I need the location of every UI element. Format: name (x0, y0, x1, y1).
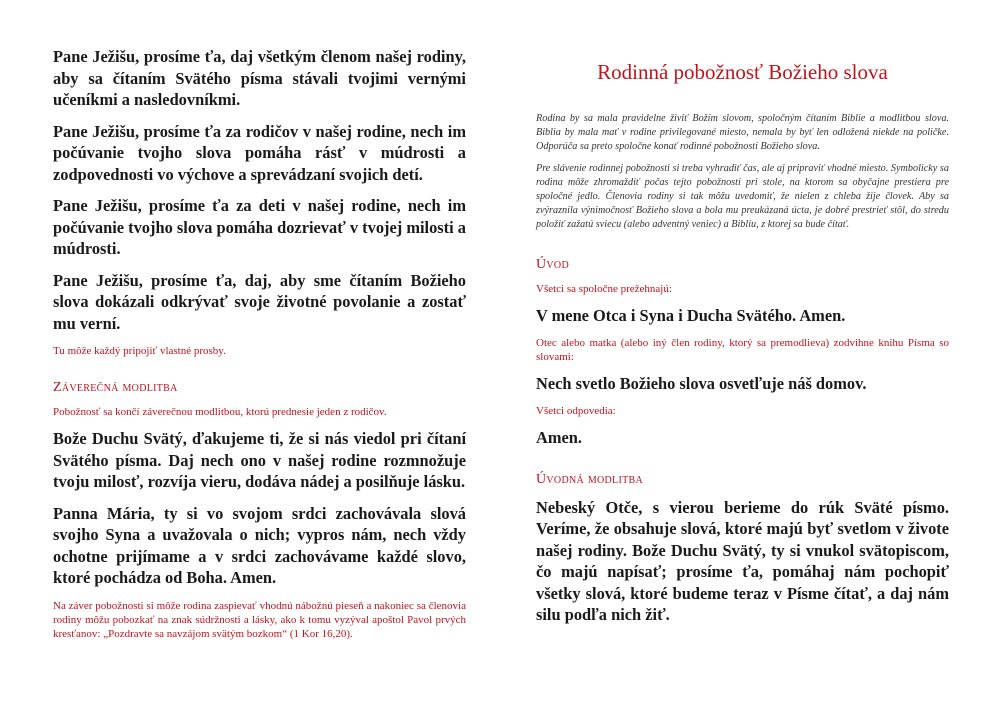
closing-prayer-mary: Panna Mária, ty si vo svojom srdci zachovávala slová svojho Syna a uvažovala o nich; vypros nám, nech vždy ochotne prijímame a v srdci zachovávame každé slovo, ktoré pochádza od Boha. Amen. (53, 503, 466, 587)
opening-prayer: Nebeský Otče, s vierou berieme do rúk Sväté písmo. Veríme, že obsahuje slová, ktoré majú byť svetlom v živote našej rodiny. Bože Duchu Svätý, ty si vnukol svätopiscom, čo majú napísať; prosíme ťa, pomáhaj nám pochopiť všetky slová, ktoré budeme teraz v Písme čítať, a daj nám silu podľa nich žiť. (536, 497, 949, 625)
closing-rubric: Pobožnosť sa končí záverečnou modlitbou, ktorú prednesie jeden z rodičov. (53, 406, 387, 418)
intro-paragraph-1: Rodina by sa mala pravidelne živiť Božím slovom, spoločným čítaním Biblie a modlitbou slova. Biblia by mala mať v rodine privilegované miesto, nemala by byť len odložená niekde na poličke. Odporúča sa preto spoločne konať rodinné pobožnosti Božieho slova. (536, 113, 949, 153)
page-title: Rodinná pobožnosť Božieho slova (597, 60, 888, 84)
petition-parents: Pane Ježišu, prosíme ťa za rodičov v našej rodine, nech im počúvanie tvojho slova pomáha rásť v múdrosti a zodpovednosti vo výchove a sprevádzaní svojich detí. (53, 121, 466, 184)
right-page (500, 0, 1000, 707)
final-rubric: Na záver pobožnosti si môže rodina zaspievať vhodnú nábožnú pieseň a nakoniec sa členovia rodiny môžu pobozkať na znak súdržnosti a lásky, ako k tomu vyzýval apoštol Pavol prvých kresťanov: „Pozdravte sa navzájom svätým bozkom“ (1 Kor 16,20). (53, 599, 466, 640)
uvod-rubric-raise-book: Otec alebo matka (alebo iný člen rodiny, ktorý sa premodlieva) zodvihne knihu Písma so slovami: (536, 336, 949, 363)
uvod-rubric-all-respond: Všetci odpovedia: (536, 404, 616, 417)
intro-paragraph-2: Pre slávenie rodinnej pobožnosti si treba vyhradiť čas, ale aj pripraviť vhodné miesto. Symbolicky sa rodina môže zhromaždiť počas tejto pobožnosti pri stole, na ktorom sa obyčajne prestiera pre spoločné jedlo. Členovia rodiny si tak môžu uvedomiť, že nielen z chleba žije človek. Aby sa zvýraznila výnimočnosť Božieho slova a bola mu preukázaná úcta, je dobré prestrieť stôl, do stredu položiť zažatú sviecu (alebo adventný veniec) a Bibliu, z ktorej sa bude čítať. (536, 162, 949, 231)
uvod-heading: Úvod (536, 256, 569, 272)
uvod-rubric-sign-of-cross: Všetci sa spoločne prežehnajú: (536, 282, 672, 295)
uvod-amen: Amen. (536, 427, 582, 447)
opening-prayer-heading: Úvodná modlitba (536, 471, 643, 487)
closing-prayer-heading: Záverečná modlitba (53, 380, 178, 395)
uvod-light-of-word: Nech svetlo Božieho slova osvetľuje náš domov. (536, 373, 867, 393)
petition-children: Pane Ježišu, prosíme ťa za deti v našej rodine, nech im počúvanie tvojho slova pomáha dozrievať v tvojej milosti a múdrosti. (53, 196, 466, 258)
rubric-own-petitions: Tu môže každý pripojiť vlastné prosby. (53, 345, 226, 357)
uvod-sign-of-cross: V mene Otca i Syna i Ducha Svätého. Amen. (536, 305, 846, 325)
petition-vocation: Pane Ježišu, prosíme ťa, daj, aby sme čítaním Božieho slova dokázali odkrývať svoje životné povolanie a zostať mu verní. (53, 270, 466, 333)
petition-members: Pane Ježišu, prosíme ťa, daj všetkým členom našej rodiny, aby sa čítaním Svätého písma stávali tvojimi vernými učeníkmi a nasledovníkmi. (53, 47, 466, 109)
closing-prayer-holy-spirit: Bože Duchu Svätý, ďakujeme ti, že si nás viedol pri čítaní Svätého písma. Daj nech ono v našej rodine rozmnožuje tvoju milosť, rozvíja vieru, dodáva nádej a posilňuje lásku. (53, 429, 466, 491)
